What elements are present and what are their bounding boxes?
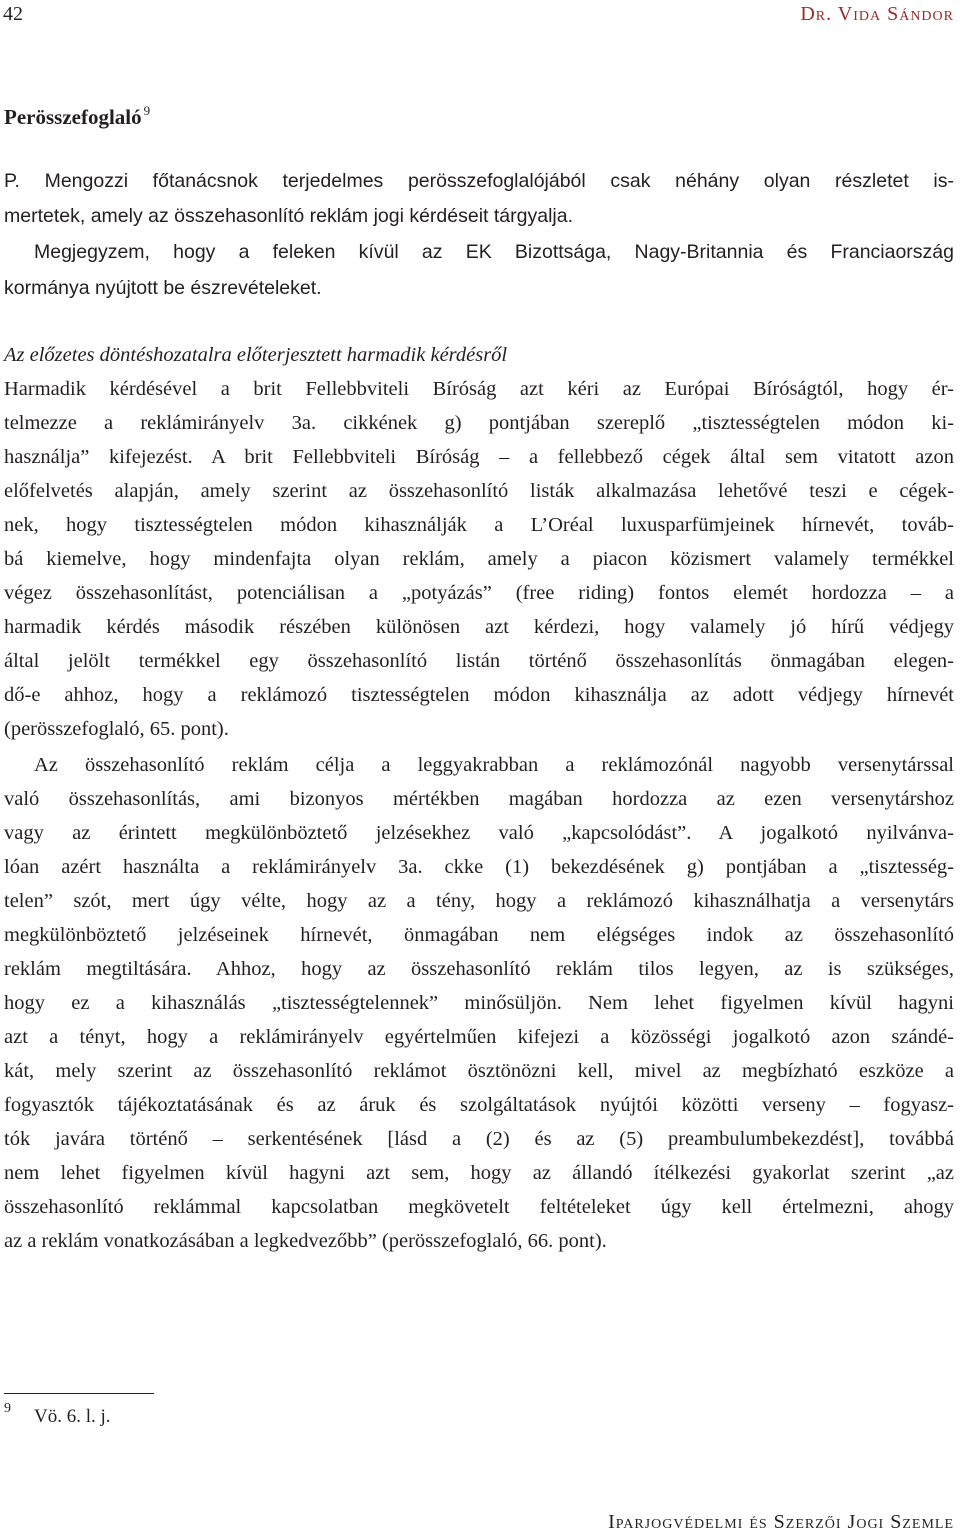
footnote-mark: 9 (4, 1401, 11, 1416)
body-line: hogy ez a kihasználás „tisztességtelennek” minősüljön. Nem lehet figyelmen kívül hagyni (4, 992, 954, 1014)
body-line: által jelölt termékkel egy összehasonlító listán történő összehasonlítás önmagában elegen- (4, 650, 954, 672)
body-line: megkülönböztető jelzéseinek hírnevét, önmagában nem elégséges indok az összehasonlító (4, 924, 954, 946)
body-line: az a reklám vonatkozásában a legkedvezőbb” (perösszefoglaló, 66. pont). (4, 1230, 607, 1252)
body-line: reklám megtiltására. Ahhoz, hogy az összehasonlító reklám tilos legyen, az is szükséges, (4, 958, 954, 980)
body-line: fogyasztók tájékoztatásának és az áruk és szolgáltatások nyújtói közötti verseny – fogyasz- (4, 1094, 954, 1116)
running-foot-journal: Iparjogvédelmi és Szerzői Jogi Szemle (608, 1511, 954, 1533)
intro-line: P. Mengozzi főtanácsnok terjedelmes perösszefoglalójából csak néhány olyan részletet is- (4, 170, 954, 192)
body-line: nem lehet figyelmen kívül hagyni azt sem, hogy az állandó ítélkezési gyakorlat szerint „az (4, 1162, 954, 1184)
body-line: tók javára történő – serkentésének [lásd a (2) és az (5) preambulumbekezdést], továbbá (4, 1128, 954, 1150)
body-line: azt a tényt, hogy a reklámirányelv egyértelműen kifejezi a közösségi jogalkotó azon szándé- (4, 1026, 954, 1048)
running-head-author: Dr. Vida Sándor (800, 3, 954, 25)
body-line: harmadik kérdés második részében különösen azt kérdezi, hogy valamely jó hírű védjegy (4, 616, 954, 638)
section-heading (4, 98, 150, 130)
body-line: Az összehasonlító reklám célja a leggyakrabban a reklámozónál nagyobb versenytárssal (34, 754, 954, 776)
intro-line: Megjegyzem, hogy a feleken kívül az EK Bizottsága, Nagy-Britannia és Franciaország (34, 241, 954, 263)
intro-line: kormánya nyújtott be észrevételeket. (4, 277, 322, 299)
body-line: lóan azért használta a reklámirányelv 3a. ckke (1) bekezdésének g) pontjában a „tisztesség- (4, 856, 954, 878)
body-line: összehasonlító reklámmal kapcsolatban megkövetelt feltételeket úgy kell értelmezni, ahogy (4, 1196, 954, 1218)
body-line: kát, mely szerint az összehasonlító reklámot ösztönözni kell, mivel az megbízható eszköze a (4, 1060, 954, 1082)
body-line: telmezze a reklámirányelv 3a. cikkének g) pontjában szereplő „tisztességtelen módon ki- (4, 412, 954, 434)
body-line: (perösszefoglaló, 65. pont). (4, 718, 229, 740)
intro-line: mertetek, amely az összehasonlító reklám jogi kérdéseit tárgyalja. (4, 205, 574, 227)
body-line: végez összehasonlítást, potenciálisan a „potyázás” (free riding) fontos elemét hordozza – a (4, 582, 954, 604)
body-line: telen” szót, mert úgy vélte, hogy az a tény, hogy a reklámozó kihasználhatja a versenytárs (4, 890, 954, 912)
footnote-reference: 9 (143, 103, 151, 118)
body-line: használja” kifejezést. A brit Fellebbviteli Bíróság – a fellebbező cégek által sem vitatott azon (4, 446, 954, 468)
body-line: nek, hogy tisztességtelen módon kihasználják a L’Oréal luxusparfümjeinek hírnevét, továb- (4, 514, 954, 536)
body-line: vagy az érintett megkülönböztető jelzésekhez való „kapcsolódást”. A jogalkotó nyilvánva- (4, 822, 954, 844)
footnote-rule (4, 1393, 154, 1394)
body-line: bá kiemelve, hogy mindenfajta olyan reklám, amely a piacon közismert valamely termékkel (4, 548, 954, 570)
body-line: való összehasonlítás, ami bizonyos mértékben magában hordozza az ezen versenytárshoz (4, 788, 954, 810)
body-line: dő-e ahhoz, hogy a reklámozó tisztességtelen módon kihasználja az adott védjegy hírnevét (4, 684, 954, 706)
body-line: előfelvetés alapján, amely szerint az összehasonlító listák alkalmazása lehetővé teszi e cégek- (4, 480, 954, 502)
page-number: 42 (3, 3, 23, 25)
subheading: Az előzetes döntéshozatalra előterjesztett harmadik kérdésről (4, 344, 508, 366)
footnote-text: Vö. 6. l. j. (34, 1406, 111, 1427)
body-line: Harmadik kérdésével a brit Fellebbviteli Bíróság azt kéri az Európai Bíróságtól, hogy ér- (4, 378, 954, 400)
section-heading-text: Perösszefoglaló (4, 105, 142, 129)
